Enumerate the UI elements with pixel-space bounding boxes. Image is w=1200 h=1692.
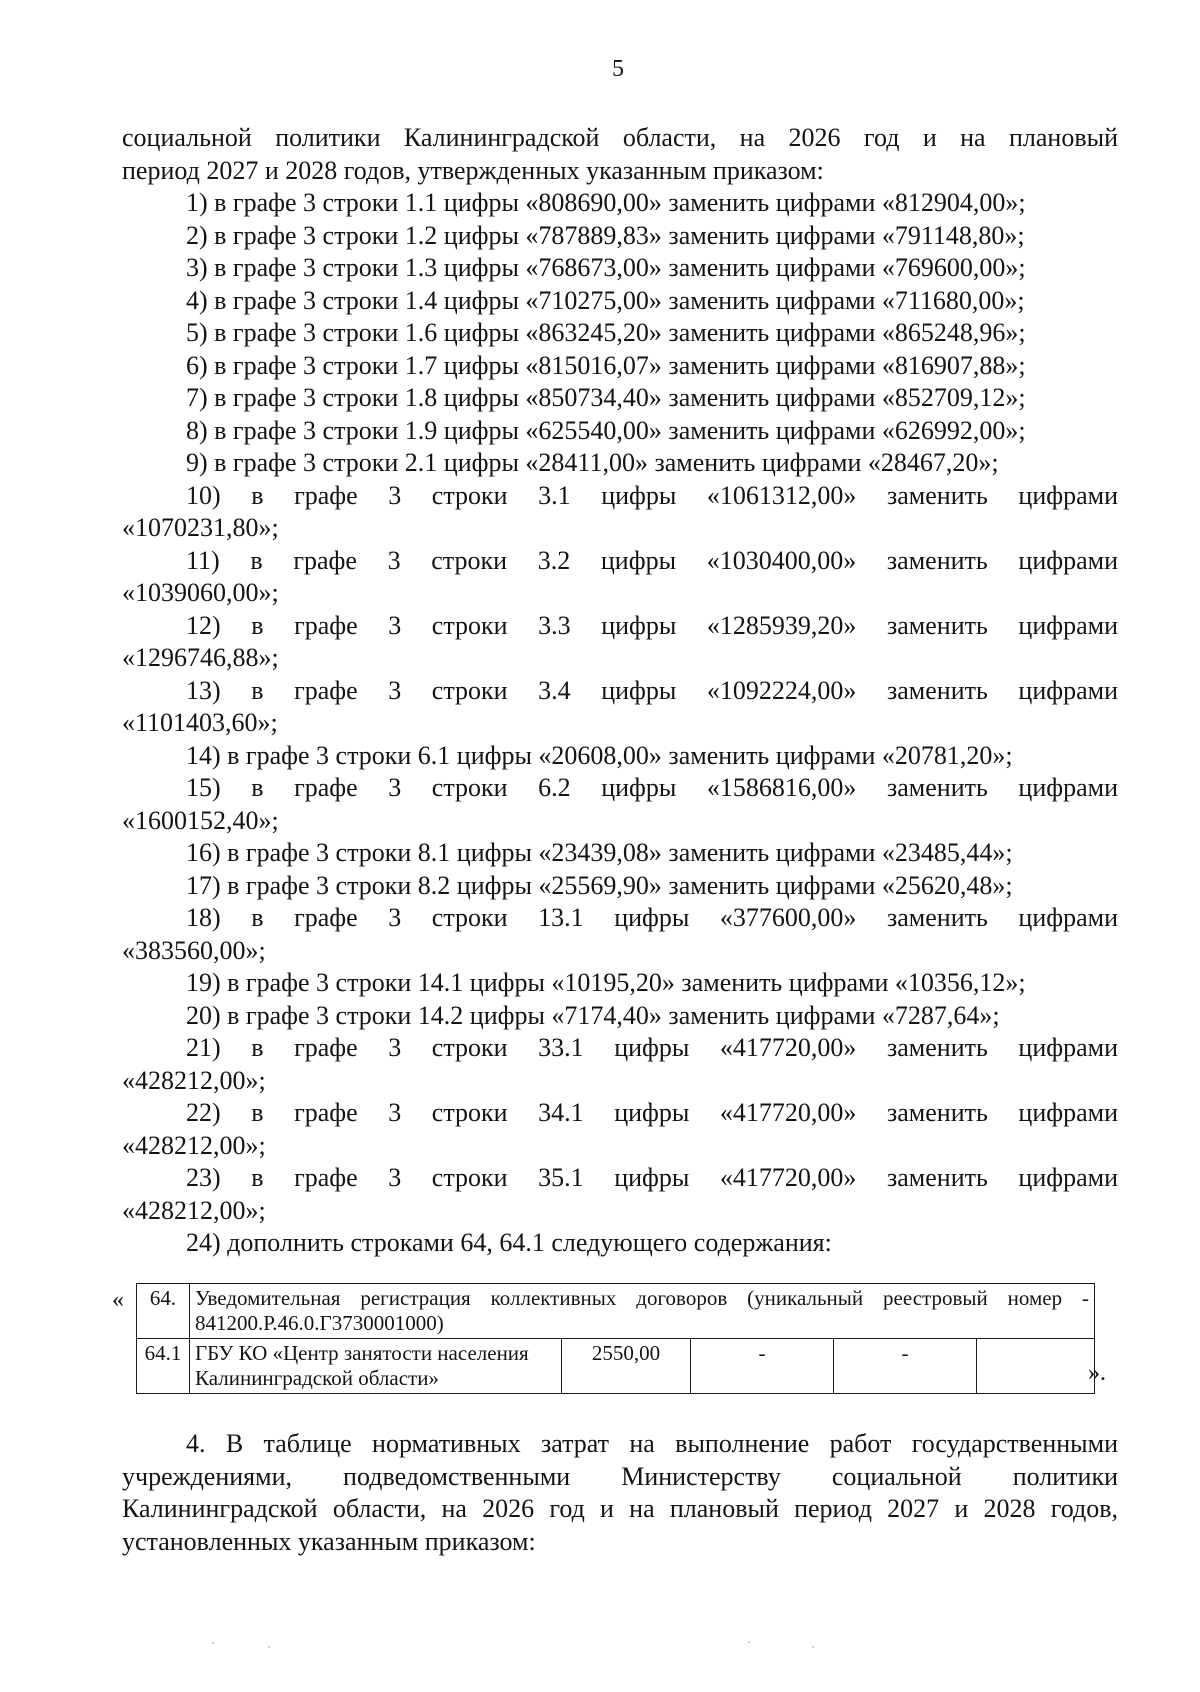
paragraph-4-line-4: установленных указанным приказом: xyxy=(122,1526,536,1556)
amendment-item: 9) в графе 3 строки 2.1 цифры «28411,00» заменить цифрами «28467,20»; xyxy=(186,448,999,477)
amendment-item: 19) в графе 3 строки 14.1 цифры «10195,20» заменить цифрами «10356,12»; xyxy=(186,968,1026,997)
closing-quote: ». xyxy=(1088,1360,1106,1386)
scan-speck xyxy=(748,1641,750,1643)
amendment-item: 6) в графе 3 строки 1.7 цифры «815016,07» заменить цифрами «816907,88»; xyxy=(186,350,1026,380)
table-row-64-1 xyxy=(137,1339,1095,1394)
document-body xyxy=(122,122,1118,1260)
amendment-item: 10) в графе 3 строки 3.1 цифры «1061312,00» заменить цифрами xyxy=(186,480,1118,510)
amendment-item: 7) в графе 3 строки 1.8 цифры «850734,40» заменить цифрами «852709,12»; xyxy=(186,383,1026,412)
paragraph-4-line-3: Калининградской области, на 2026 год и на плановый период 2027 и 2028 годов, xyxy=(122,1494,1118,1523)
amendment-item-continuation: «1039060,00»; xyxy=(122,578,279,607)
row-64-1-institution xyxy=(190,1339,562,1394)
row-64-number: 64. xyxy=(137,1284,190,1339)
amendment-item-continuation: «428212,00»; xyxy=(122,1195,266,1225)
amendment-item: 24) дополнить строками 64, 64.1 следующего содержания: xyxy=(186,1228,832,1257)
amendment-item: 4) в графе 3 строки 1.4 цифры «710275,00» заменить цифрами «711680,00»; xyxy=(186,285,1025,315)
table-row-64 xyxy=(137,1284,1095,1339)
amendment-item: 15) в графе 3 строки 6.2 цифры «1586816,00» заменить цифрами xyxy=(186,773,1118,802)
row-64-text-line-1: Уведомительная регистрация коллективных договоров (уникальный реестровый номер - xyxy=(195,1286,1089,1310)
amendment-item: 16) в графе 3 строки 8.1 цифры «23439,08» заменить цифрами «23485,44»; xyxy=(186,838,1013,867)
row-64-1-number: 64.1 xyxy=(137,1339,190,1394)
amendment-item: 13) в графе 3 строки 3.4 цифры «1092224,00» заменить цифрами xyxy=(186,675,1118,705)
scan-specks xyxy=(0,1640,1200,1650)
row-64-description xyxy=(190,1284,1095,1339)
page-number: 5 xyxy=(612,56,624,82)
paragraph-4-line-2: учреждениями, подведомственными Министерству социальной политики xyxy=(122,1461,1118,1491)
paragraph-4 xyxy=(122,1428,1118,1558)
row-64-1-name-line-2: Калининградской области» xyxy=(195,1366,439,1390)
amendment-item-continuation: «1600152,40»; xyxy=(122,805,279,835)
amendment-item: 5) в графе 3 строки 1.6 цифры «863245,20» заменить цифрами «865248,96»; xyxy=(186,318,1026,347)
amendment-item-continuation: «1070231,80»; xyxy=(122,513,279,542)
amendment-item: 22) в графе 3 строки 34.1 цифры «417720,00» заменить цифрами xyxy=(186,1098,1118,1127)
amendment-item: 12) в графе 3 строки 3.3 цифры «1285939,20» заменить цифрами xyxy=(186,610,1118,640)
amendment-item-continuation: «428212,00»; xyxy=(122,1130,266,1160)
amendment-item: 11) в графе 3 строки 3.2 цифры «1030400,00» заменить цифрами xyxy=(186,545,1118,575)
scan-speck xyxy=(212,1642,214,1644)
row-64-1-value-4 xyxy=(977,1339,1095,1394)
row-64-text-line-2: 841200.Р.46.0.Г3730001000) xyxy=(195,1311,444,1335)
amendment-item: 2) в графе 3 строки 1.2 цифры «787889,83» заменить цифрами «791148,80»; xyxy=(186,220,1025,250)
amendment-item-continuation: «428212,00»; xyxy=(122,1065,266,1095)
amendment-item: 23) в графе 3 строки 35.1 цифры «417720,00» заменить цифрами xyxy=(186,1163,1118,1192)
paragraph-4-line-1: 4. В таблице нормативных затрат на выполнение работ государственными xyxy=(186,1429,1118,1458)
amendment-item: 17) в графе 3 строки 8.2 цифры «25569,90» заменить цифрами «25620,48»; xyxy=(186,870,1013,900)
amendment-item: 20) в графе 3 строки 14.2 цифры «7174,40» заменить цифрами «7287,64»; xyxy=(186,1000,1000,1030)
amendment-item: 1) в графе 3 строки 1.1 цифры «808690,00» заменить цифрами «812904,00»; xyxy=(186,188,1026,217)
amendment-item-continuation: «1296746,88»; xyxy=(122,643,279,672)
amendment-list xyxy=(122,187,1118,1260)
amendment-item: 3) в графе 3 строки 1.3 цифры «768673,00» заменить цифрами «769600,00»; xyxy=(186,253,1026,282)
amendment-item-continuation: «1101403,60»; xyxy=(122,708,278,737)
row-64-1-value-3: - xyxy=(834,1339,977,1394)
scan-speck xyxy=(812,1646,814,1648)
amendment-item: 14) в графе 3 строки 6.1 цифры «20608,00» заменить цифрами «20781,20»; xyxy=(186,740,1013,770)
amendment-item: 21) в графе 3 строки 33.1 цифры «417720,00» заменить цифрами xyxy=(186,1033,1118,1062)
intro-line-2: период 2027 и 2028 годов, утвержденных указанным приказом: xyxy=(122,155,824,185)
amendment-item: 18) в графе 3 строки 13.1 цифры «377600,00» заменить цифрами xyxy=(186,903,1118,932)
amendment-item-continuation: «383560,00»; xyxy=(122,935,266,965)
row-64-1-value-1: 2550,00 xyxy=(562,1339,691,1394)
opening-quote: « xyxy=(112,1287,124,1313)
row-64-1-value-2: - xyxy=(691,1339,834,1394)
intro-line-1: социальной политики Калининградской области, на 2026 год и на плановый xyxy=(122,123,1118,152)
inserted-table-block xyxy=(112,1283,1112,1393)
scan-speck xyxy=(268,1646,270,1648)
amendment-item: 8) в графе 3 строки 1.9 цифры «625540,00» заменить цифрами «626992,00»; xyxy=(186,415,1026,445)
row-64-1-name-line-1: ГБУ КО «Центр занятости населения xyxy=(195,1341,529,1365)
inserted-table xyxy=(136,1283,1095,1394)
